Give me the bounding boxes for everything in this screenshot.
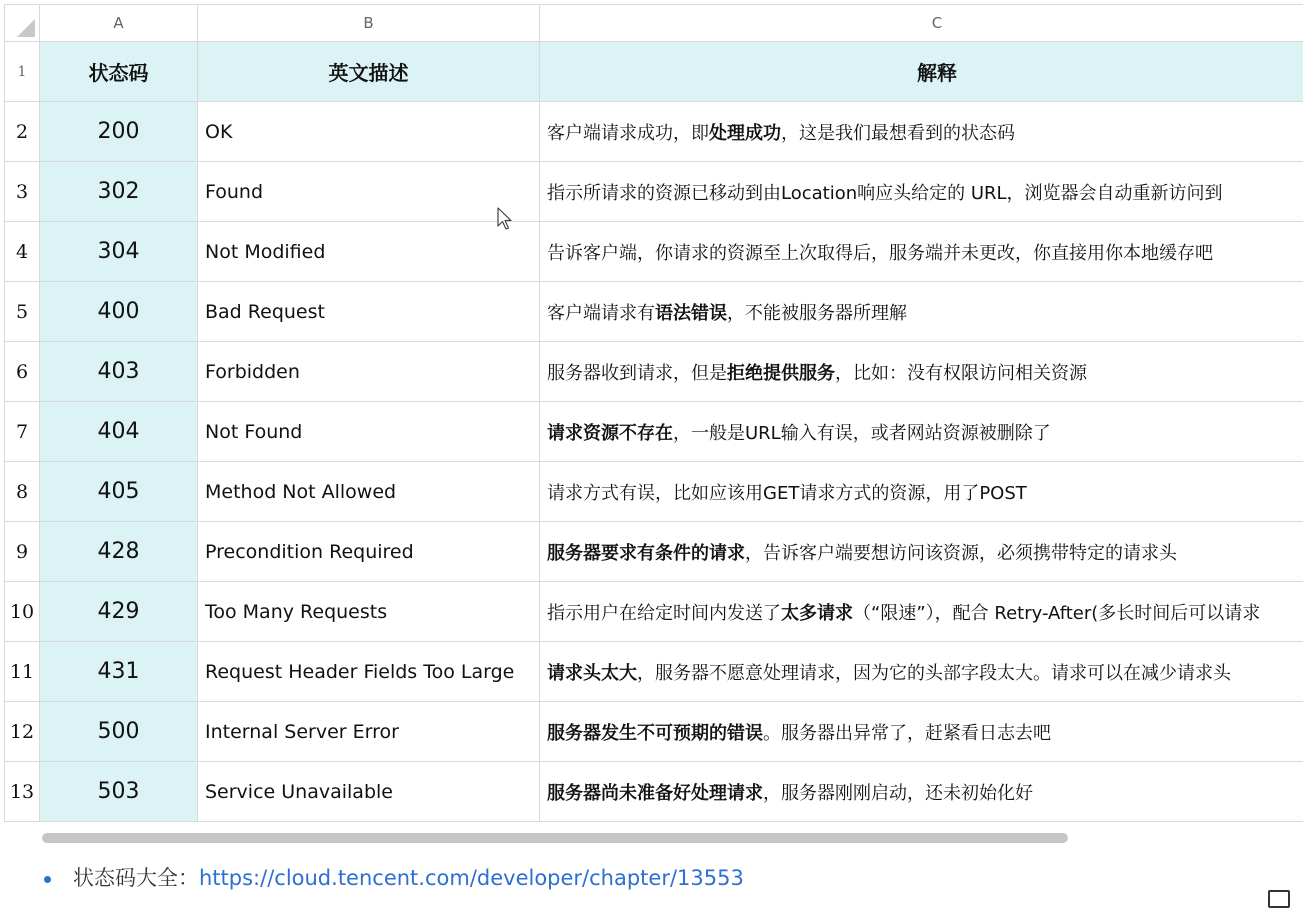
row-header[interactable]: 8 (5, 462, 40, 522)
explanation-cell[interactable] (540, 582, 1303, 642)
description-cell[interactable]: Too Many Requests (198, 582, 540, 642)
header-cell-desc[interactable]: 英文描述 (198, 42, 540, 102)
table-row (5, 282, 1303, 342)
status-code-cell[interactable]: 200 (40, 102, 198, 162)
description-cell[interactable]: Service Unavailable (198, 762, 540, 822)
emphasis-text: 拒绝提供服务 (727, 363, 835, 384)
row-header[interactable]: 6 (5, 342, 40, 402)
select-all-corner[interactable] (5, 5, 40, 42)
explanation-text: 服务器收到请求，但是 (547, 363, 727, 384)
explanation-cell[interactable] (540, 462, 1303, 522)
explanation-text: 客户端请求有 (547, 303, 655, 324)
row-header[interactable]: 4 (5, 222, 40, 282)
horizontal-scrollbar[interactable] (42, 833, 1068, 843)
explanation-cell[interactable] (540, 222, 1303, 282)
explanation-cell[interactable] (540, 702, 1303, 762)
status-code-cell[interactable]: 405 (40, 462, 198, 522)
emphasis-text: 服务器尚未准备好处理请求 (547, 783, 763, 804)
row-header[interactable]: 13 (5, 762, 40, 822)
description-cell[interactable]: Request Header Fields Too Large (198, 642, 540, 702)
status-code-cell[interactable]: 500 (40, 702, 198, 762)
status-code-cell[interactable]: 304 (40, 222, 198, 282)
header-cell-code[interactable]: 状态码 (40, 42, 198, 102)
explanation-cell[interactable] (540, 162, 1303, 222)
row-header[interactable]: 7 (5, 402, 40, 462)
status-code-cell[interactable]: 429 (40, 582, 198, 642)
description-cell[interactable]: Precondition Required (198, 522, 540, 582)
explanation-text: （“限速”），配合 Retry-After(多长时间后可以请求 (853, 603, 1260, 624)
explanation-cell[interactable] (540, 642, 1303, 702)
explanation-text: 。服务器出异常了，赶紧看日志去吧 (763, 723, 1051, 744)
explanation-text: ，服务器刚刚启动，还未初始化好 (763, 783, 1033, 804)
explanation-text: 客户端请求成功，即 (547, 123, 709, 144)
bullet-icon (44, 876, 51, 883)
mouse-cursor-icon (497, 207, 517, 233)
footer-link[interactable]: https://cloud.tencent.com/developer/chapter/13553 (199, 866, 744, 890)
row-header[interactable]: 2 (5, 102, 40, 162)
explanation-text: 指示用户在给定时间内发送了 (547, 603, 781, 624)
header-cell-expl[interactable]: 解释 (540, 42, 1303, 102)
row-header[interactable]: 12 (5, 702, 40, 762)
table-row (5, 222, 1303, 282)
explanation-cell[interactable] (540, 522, 1303, 582)
explanation-text: ，服务器不愿意处理请求，因为它的头部字段太大。请求可以在减少请求头 (637, 663, 1231, 684)
description-cell[interactable]: Internal Server Error (198, 702, 540, 762)
description-cell[interactable]: Found (198, 162, 540, 222)
explanation-cell[interactable] (540, 282, 1303, 342)
column-header-a[interactable]: A (40, 5, 198, 42)
description-cell[interactable]: Method Not Allowed (198, 462, 540, 522)
emphasis-text: 服务器要求有条件的请求 (547, 543, 745, 564)
row-header[interactable]: 9 (5, 522, 40, 582)
explanation-text: 请求方式有误，比如应该用GET请求方式的资源，用了POST (547, 483, 1027, 504)
table-row (5, 462, 1303, 522)
explanation-cell[interactable] (540, 342, 1303, 402)
table-row (5, 102, 1303, 162)
header-row (5, 42, 1303, 102)
status-code-cell[interactable]: 428 (40, 522, 198, 582)
description-cell[interactable]: OK (198, 102, 540, 162)
table-row (5, 642, 1303, 702)
emphasis-text: 语法错误 (655, 303, 727, 324)
status-code-cell[interactable]: 400 (40, 282, 198, 342)
spreadsheet (4, 4, 1303, 824)
description-cell[interactable]: Not Found (198, 402, 540, 462)
status-code-cell[interactable]: 503 (40, 762, 198, 822)
emphasis-text: 服务器发生不可预期的错误 (547, 723, 763, 744)
column-header-b[interactable]: B (198, 5, 540, 42)
table-row (5, 702, 1303, 762)
explanation-text: ，这是我们最想看到的状态码 (781, 123, 1015, 144)
row-header[interactable]: 1 (5, 42, 40, 102)
explanation-cell[interactable] (540, 402, 1303, 462)
corner-triangle-icon (17, 19, 35, 37)
status-code-cell[interactable]: 403 (40, 342, 198, 402)
emphasis-text: 请求头太大 (547, 663, 637, 684)
table-row (5, 162, 1303, 222)
column-header-c[interactable]: C (540, 5, 1303, 42)
table-row (5, 402, 1303, 462)
explanation-cell[interactable] (540, 762, 1303, 822)
description-cell[interactable]: Not Modified (198, 222, 540, 282)
explanation-text: ，一般是URL输入有误，或者网站资源被删除了 (673, 423, 1051, 444)
table-row (5, 582, 1303, 642)
description-cell[interactable]: Bad Request (198, 282, 540, 342)
explanation-text: ，不能被服务器所理解 (727, 303, 907, 324)
status-code-cell[interactable]: 431 (40, 642, 198, 702)
copy-icon[interactable] (1268, 890, 1290, 908)
row-header[interactable]: 10 (5, 582, 40, 642)
row-header[interactable]: 5 (5, 282, 40, 342)
table-row (5, 762, 1303, 822)
explanation-text: 告诉客户端，你请求的资源至上次取得后，服务端并未更改，你直接用你本地缓存吧 (547, 243, 1213, 264)
emphasis-text: 处理成功 (709, 123, 781, 144)
status-code-cell[interactable]: 302 (40, 162, 198, 222)
table-row (5, 522, 1303, 582)
table-row (5, 342, 1303, 402)
status-code-table (4, 4, 1303, 822)
emphasis-text: 请求资源不存在 (547, 423, 673, 444)
row-header[interactable]: 3 (5, 162, 40, 222)
row-header[interactable]: 11 (5, 642, 40, 702)
explanation-text: ，告诉客户端要想访问该资源，必须携带特定的请求头 (745, 543, 1177, 564)
status-code-cell[interactable]: 404 (40, 402, 198, 462)
explanation-text: ，比如：没有权限访问相关资源 (835, 363, 1087, 384)
emphasis-text: 太多请求 (781, 603, 853, 624)
footer-note (44, 862, 744, 892)
explanation-cell[interactable] (540, 102, 1303, 162)
description-cell[interactable]: Forbidden (198, 342, 540, 402)
footer-label: 状态码大全： (73, 866, 199, 890)
explanation-text: 指示所请求的资源已移动到由Location响应头给定的 URL，浏览器会自动重新访问到 (547, 183, 1223, 204)
